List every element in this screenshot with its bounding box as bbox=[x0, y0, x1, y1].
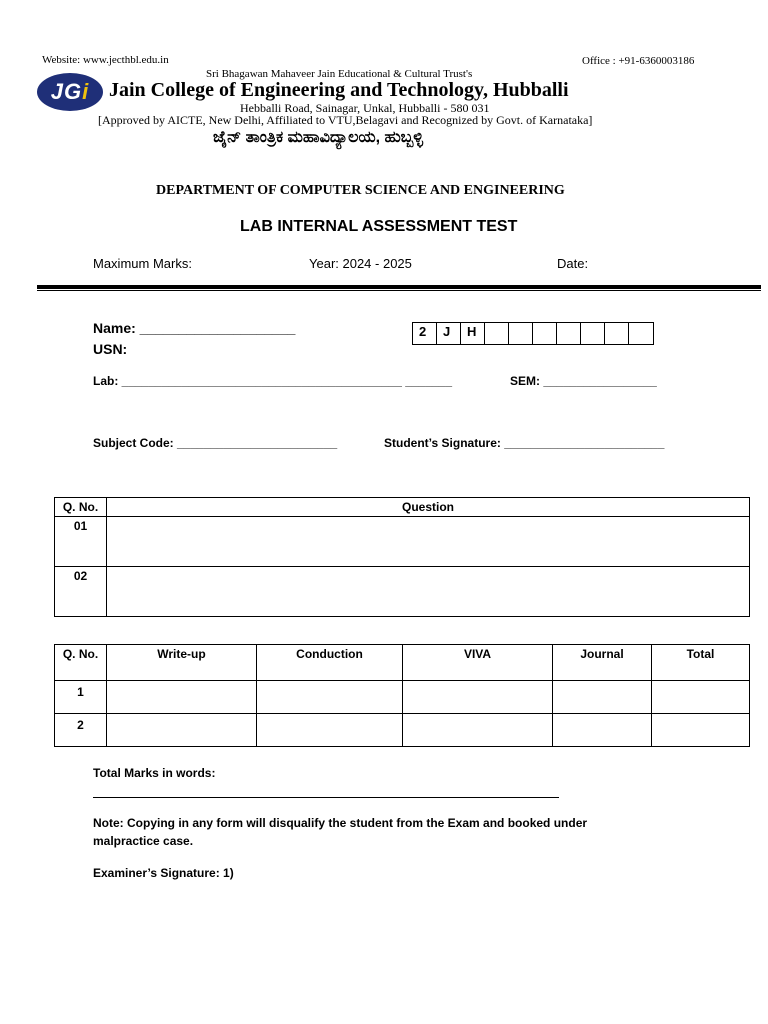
usn-cell[interactable] bbox=[533, 323, 557, 344]
header-divider-thin bbox=[37, 290, 761, 291]
examiner-signature-label: Examiner’s Signature: 1) bbox=[93, 866, 234, 880]
total-cell[interactable] bbox=[652, 681, 750, 714]
usn-cell[interactable] bbox=[581, 323, 605, 344]
question-table bbox=[54, 497, 750, 617]
department-title: DEPARTMENT OF COMPUTER SCIENCE AND ENGINEERING bbox=[156, 183, 565, 198]
college-name-kannada: ಜೈನ್ ತಾಂತ್ರಿಕ ಮಹಾವಿದ್ಯಾಲಯ, ಹುಬ್ಬಳ್ಳಿ bbox=[213, 129, 424, 146]
journal-cell[interactable] bbox=[553, 681, 652, 714]
conduction-header: Conduction bbox=[257, 645, 403, 681]
usn-cell[interactable]: J bbox=[437, 323, 461, 344]
conduction-cell[interactable] bbox=[257, 714, 403, 747]
approval-text: [Approved by AICTE, New Delhi, Affiliated to VTU,Belagavi and Recognized by Govt. of Karnataka] bbox=[98, 113, 593, 127]
test-title: LAB INTERNAL ASSESSMENT TEST bbox=[240, 218, 518, 235]
office-phone-text: Office : +91-6360003186 bbox=[582, 55, 695, 67]
usn-cell[interactable] bbox=[605, 323, 629, 344]
usn-cell[interactable] bbox=[485, 323, 509, 344]
academic-year: Year: 2024 - 2025 bbox=[309, 256, 412, 271]
usn-cell[interactable] bbox=[509, 323, 533, 344]
date-label: Date: bbox=[557, 256, 589, 271]
qno-cell: 02 bbox=[55, 567, 107, 617]
name-field[interactable]: Name: ____________________ bbox=[93, 320, 296, 336]
qno-cell: 01 bbox=[55, 517, 107, 567]
viva-cell[interactable] bbox=[403, 714, 553, 747]
writeup-cell[interactable] bbox=[107, 681, 257, 714]
marks-table bbox=[54, 644, 750, 747]
subject-code-field[interactable]: Subject Code: ________________________ bbox=[93, 436, 338, 450]
total-header: Total bbox=[652, 645, 750, 681]
journal-cell[interactable] bbox=[553, 714, 652, 747]
table-row bbox=[55, 517, 750, 567]
question-cell[interactable] bbox=[107, 567, 750, 617]
writeup-cell[interactable] bbox=[107, 714, 257, 747]
total-cell[interactable] bbox=[652, 714, 750, 747]
question-cell[interactable] bbox=[107, 517, 750, 567]
qno-header: Q. No. bbox=[55, 498, 107, 517]
sem-field[interactable]: SEM: _________________ bbox=[510, 374, 657, 388]
malpractice-note: Note: Copying in any form will disqualify the student from the Exam and booked under bbox=[93, 816, 588, 830]
marks-qno-header: Q. No. bbox=[55, 645, 107, 681]
malpractice-note-cont: malpractice case. bbox=[93, 834, 194, 848]
student-signature-field[interactable]: Student’s Signature: ________________________ bbox=[384, 436, 665, 450]
total-marks-words-label: Total Marks in words: bbox=[93, 766, 216, 780]
usn-cell[interactable]: 2 bbox=[413, 323, 437, 344]
maximum-marks-label: Maximum Marks: bbox=[93, 256, 192, 271]
usn-label: USN: bbox=[93, 341, 128, 357]
trust-name: Sri Bhagawan Mahaveer Jain Educational & Cultural Trust's bbox=[206, 68, 473, 80]
college-address: Hebballi Road, Sainagar, Unkal, Hubballi - 580 031 bbox=[240, 101, 490, 115]
marks-qno-cell: 1 bbox=[55, 681, 107, 714]
question-header: Question bbox=[107, 498, 750, 517]
table-row bbox=[55, 714, 750, 747]
table-row bbox=[55, 567, 750, 617]
conduction-cell[interactable] bbox=[257, 681, 403, 714]
lab-field[interactable]: Lab: __________________________________________ _______ bbox=[93, 374, 453, 388]
marks-qno-cell: 2 bbox=[55, 714, 107, 747]
usn-cell[interactable] bbox=[557, 323, 581, 344]
table-row bbox=[55, 681, 750, 714]
usn-cell[interactable] bbox=[629, 323, 653, 344]
viva-header: VIVA bbox=[403, 645, 553, 681]
writeup-header: Write-up bbox=[107, 645, 257, 681]
usn-boxes[interactable] bbox=[412, 322, 654, 345]
journal-header: Journal bbox=[553, 645, 652, 681]
college-name: Jain College of Engineering and Technology, Hubballi bbox=[109, 79, 569, 101]
viva-cell[interactable] bbox=[403, 681, 553, 714]
total-marks-words-line[interactable] bbox=[93, 797, 559, 798]
usn-cell[interactable]: H bbox=[461, 323, 485, 344]
college-logo: JG i bbox=[37, 73, 103, 111]
website-text: Website: www.jecthbl.edu.in bbox=[42, 54, 169, 66]
header-divider bbox=[37, 285, 761, 289]
